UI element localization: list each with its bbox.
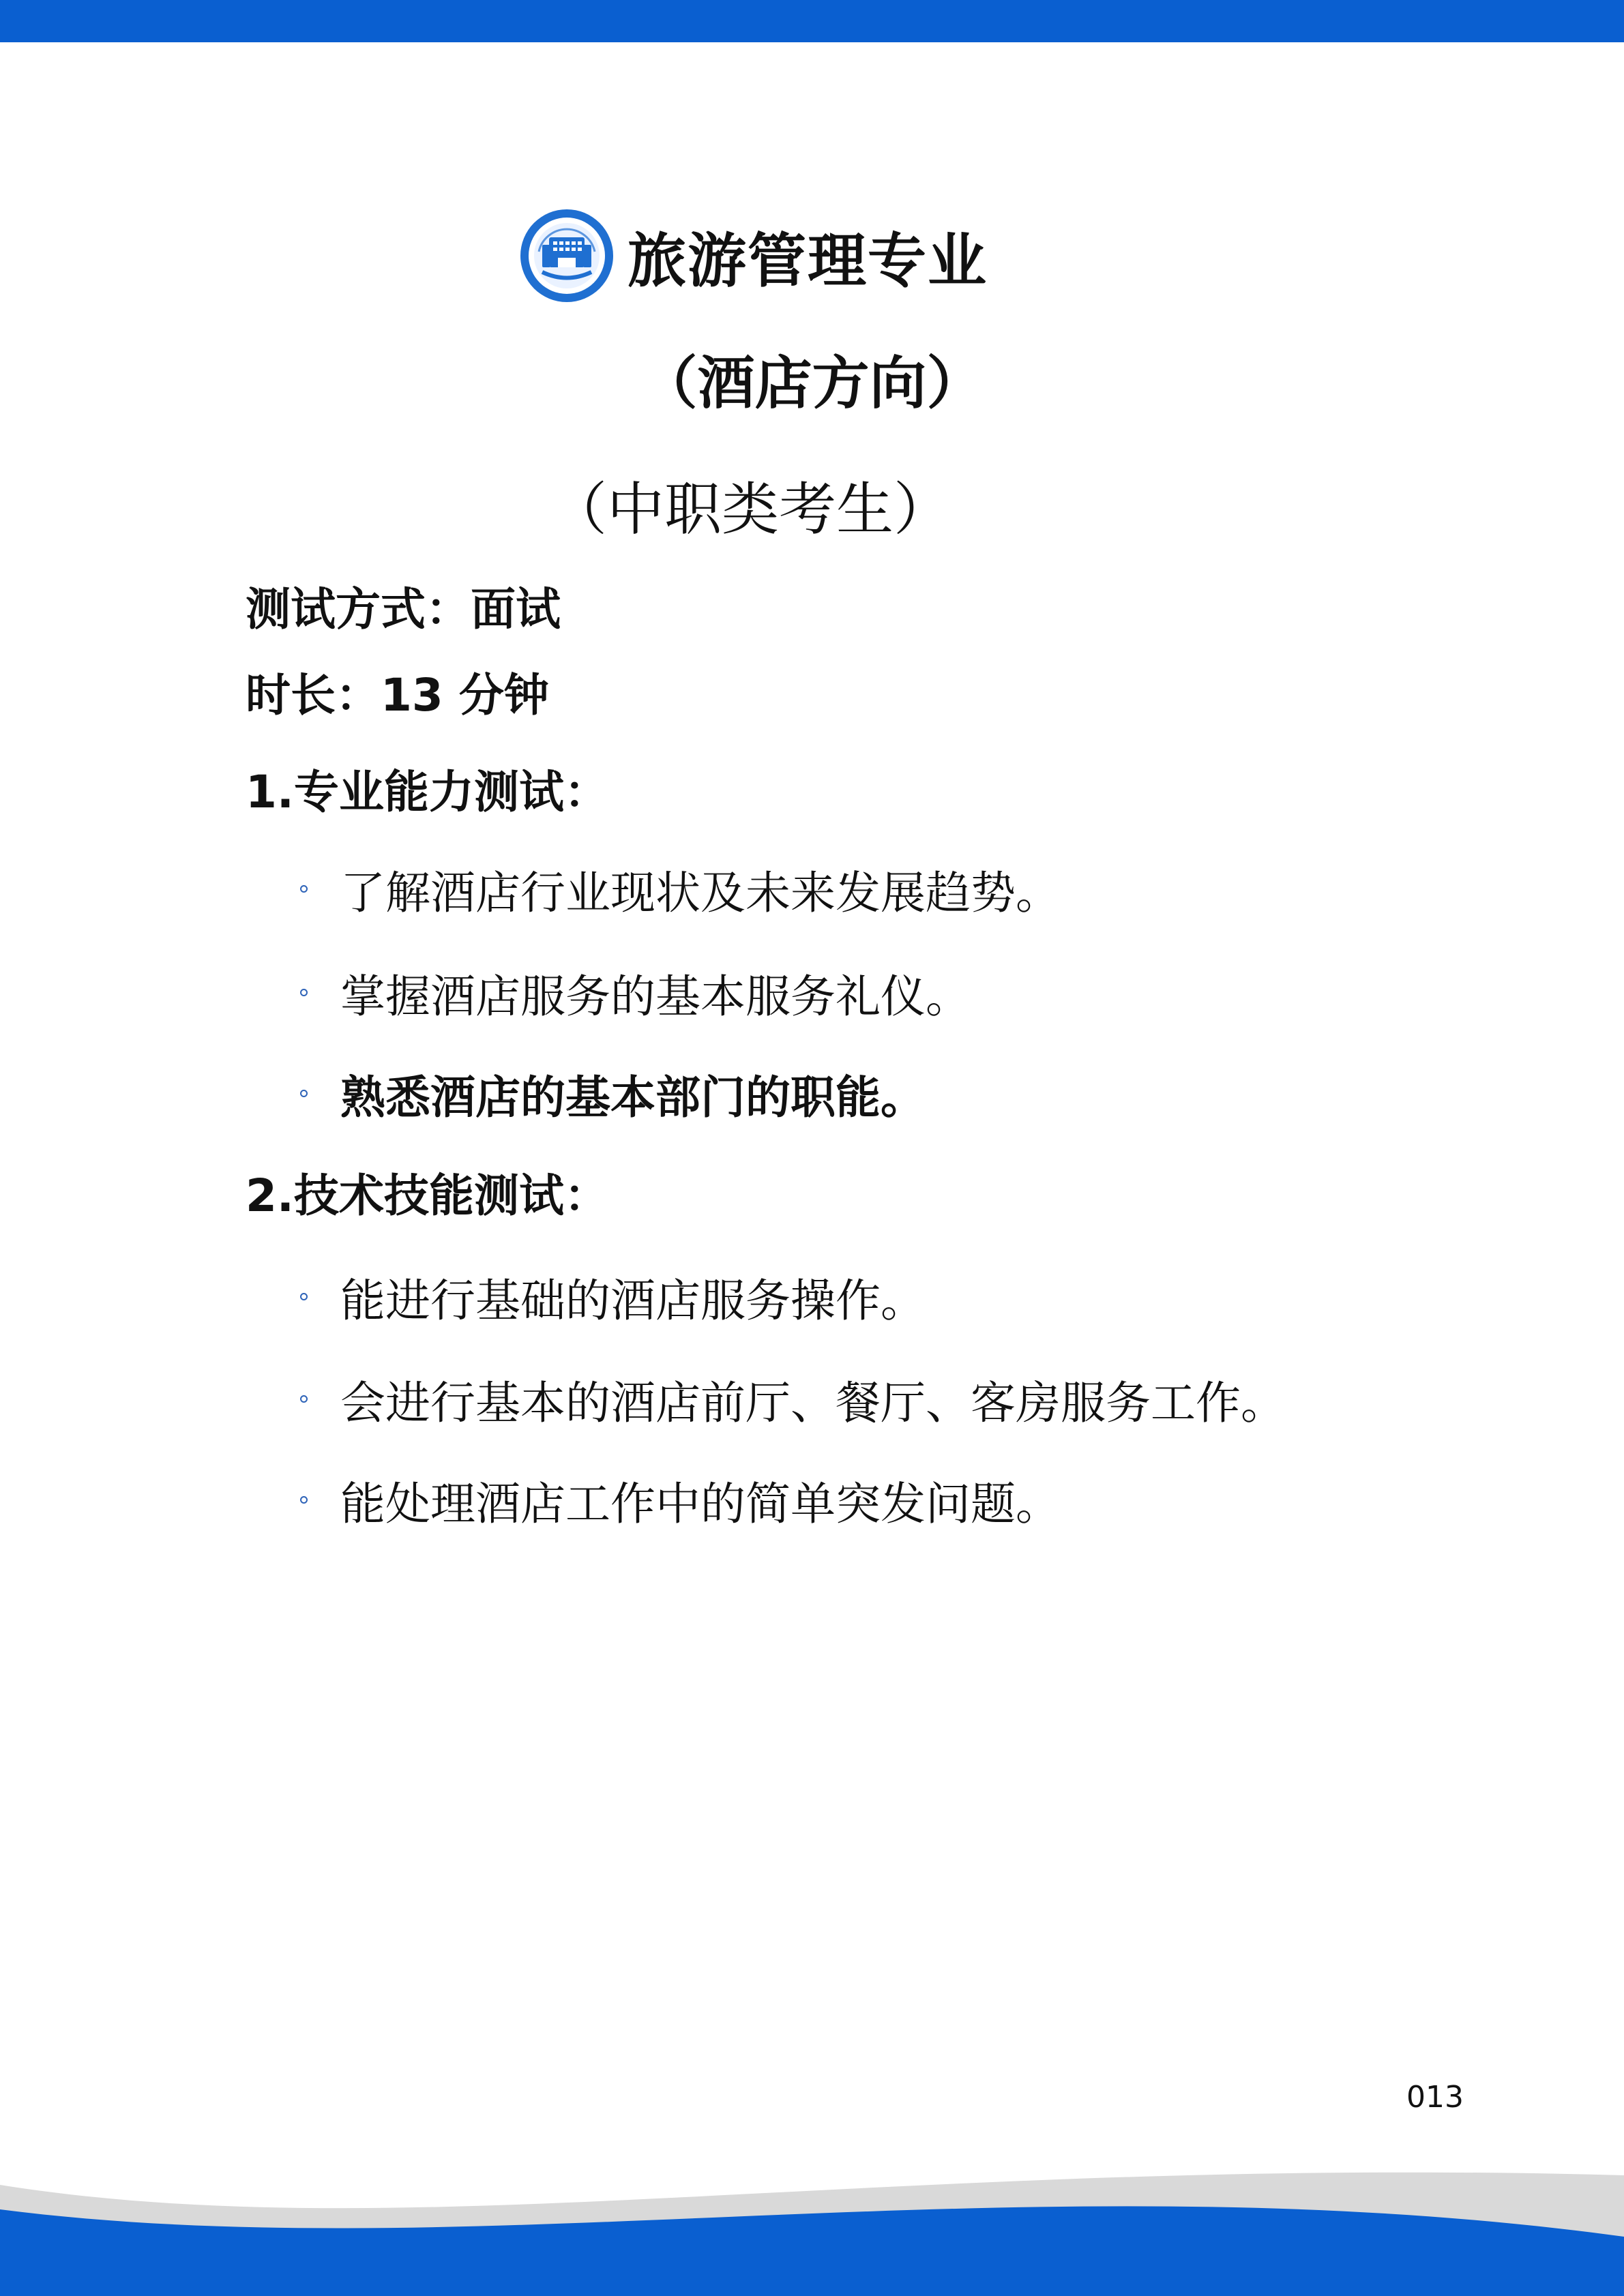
list-item-text: 掌握酒店服务的基本服务礼仪。 xyxy=(340,970,971,1023)
top-accent-bar xyxy=(0,0,1624,42)
list-item-text: 熟悉酒店的基本部门的职能。 xyxy=(340,1071,926,1124)
bullet-icon xyxy=(300,1293,308,1300)
page-number: 013 xyxy=(1406,2080,1464,2115)
list-item xyxy=(300,1467,1061,1532)
bullet-icon xyxy=(300,1496,308,1504)
list-item-text: 会进行基本的酒店前厅、餐厅、客房服务工作。 xyxy=(340,1377,1286,1429)
list-item xyxy=(300,1264,926,1329)
bullet-icon xyxy=(300,885,308,893)
hotel-logo-icon xyxy=(518,207,615,304)
page-title: 旅游管理专业 xyxy=(628,227,988,295)
test-method: 测试方式：面试 xyxy=(246,583,561,636)
bullet-icon xyxy=(300,989,308,996)
bullet-icon xyxy=(300,1395,308,1403)
list-item xyxy=(300,1367,1286,1431)
subtitle-audience: （中职类考生） xyxy=(549,476,951,543)
list-item-text: 能处理酒店工作中的简单突发问题。 xyxy=(340,1478,1061,1530)
test-duration: 时长：13 分钟 xyxy=(246,669,549,721)
bullet-icon xyxy=(300,1090,308,1097)
list-item-text: 了解酒店行业现状及未来发展趋势。 xyxy=(340,867,1061,919)
list-item xyxy=(300,1061,926,1126)
section-heading-2: 2.技术技能测试： xyxy=(246,1169,609,1222)
list-item xyxy=(300,856,1061,921)
list-item xyxy=(300,960,971,1025)
title-row xyxy=(518,205,988,307)
footer-wave-decoration xyxy=(0,2148,1624,2296)
section-heading-1: 1.专业能力测试： xyxy=(246,766,609,818)
subtitle-direction: （酒店方向） xyxy=(640,350,984,417)
list-item-text: 能进行基础的酒店服务操作。 xyxy=(340,1274,926,1327)
